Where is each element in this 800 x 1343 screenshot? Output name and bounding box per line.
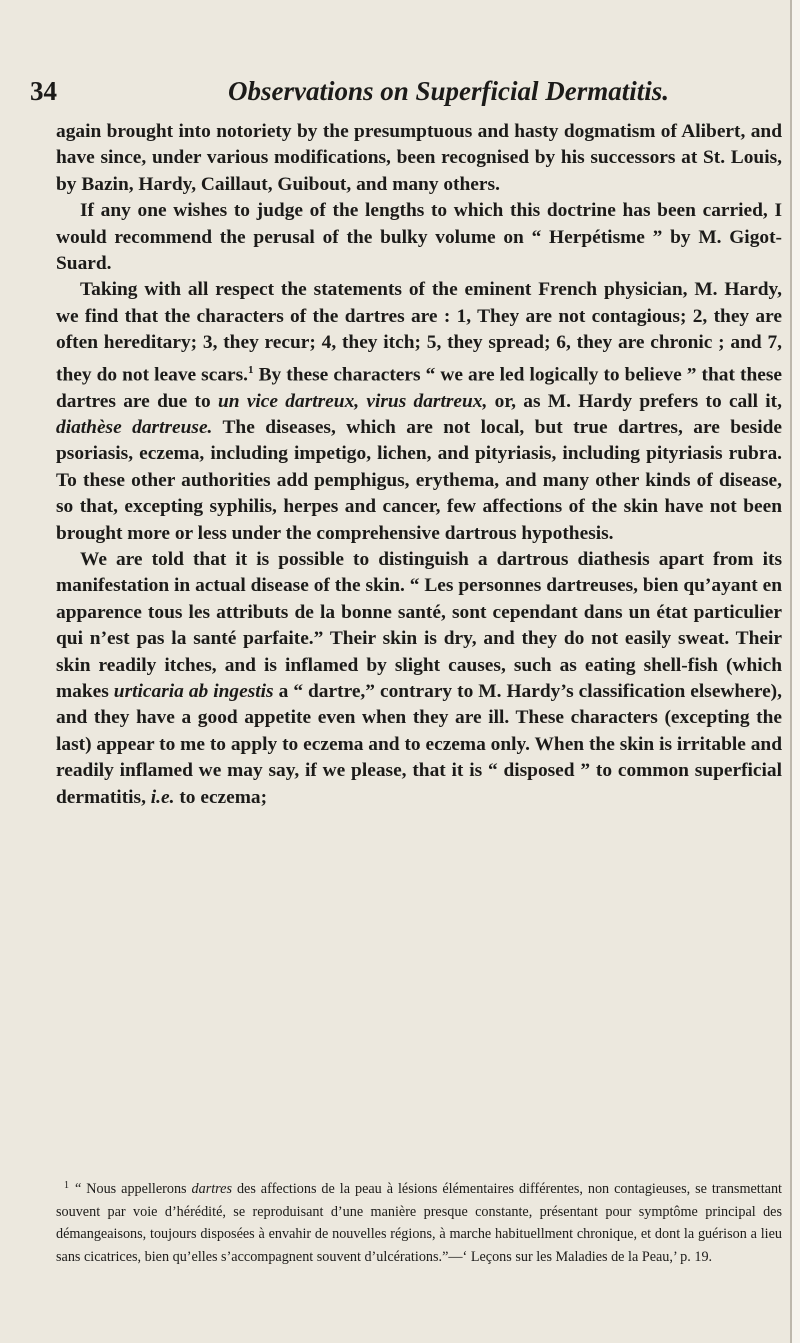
paragraph-2-text: If any one wishes to judge of the lengths to which this doctrine has been carried, I would recommend the perusal of the bulky volume on “ Herpétisme ” by M. Gigot-Suard. — [56, 200, 782, 275]
paragraph-3-text-b: By these characters “ we are led logically to believe ” that these dartres are due to — [56, 364, 782, 412]
paragraph-3-italic-1: un vice dartreux, virus dartreux, — [217, 390, 488, 412]
paragraph-4 — [56, 547, 782, 811]
paragraph-3-text-a: Taking with all respect the statements of the eminent French physician, M. Hardy, we find that the characters of the dartres are : 1, They are not contagious; 2, they are often hereditary; 3, they recur; 4, they itch; 5, they spread; 6, they are chronic ; and 7, they do not leave scars. — [56, 279, 782, 386]
paragraph-1 — [56, 119, 782, 198]
footnote-italic: dartres — [191, 1181, 232, 1197]
body-text — [56, 119, 782, 811]
footnote — [56, 1175, 782, 1268]
paragraph-4-italic-1: urticaria ab ingestis — [113, 681, 274, 702]
paragraph-3-italic-2: diathèse dartreuse. — [56, 416, 213, 438]
running-title: Observations on Superficial Dermatitis. — [228, 76, 670, 106]
footnote-mark: 1 — [64, 1180, 69, 1191]
page-number: 34 — [30, 76, 57, 106]
paragraph-1-text: dogmatism of Alibert, and have since, under various modifications, been recognised by his successors at St. Louis, by Bazin, Hardy, Caillaut, Guibout, and many others. — [56, 121, 782, 195]
footnote-text-a: “ Nous appellerons — [75, 1181, 192, 1197]
paragraph-4-text-b: a “ dartre,” contrary to M. Hardy’s classification elsewhere), and they have a good appetite even when they are ill. These characters (excepting the last) appear to me to apply to eczema and to eczema only. When the skin is irritable and readily inflamed we may say, if we please, that it is “ disposed ” to common superficial dermatitis, — [56, 681, 782, 808]
paragraph-4-italic-2: i.e. — [150, 786, 175, 808]
paragraph-4-text-a: We are told that it is possible to distinguish a dartrous diathesis apart from its manifestation in actual disease of the skin. “ Les personnes dartreuses, bien qu’ayant en apparence tous les attributs de la bonne santé, sont cependant dans un état particulier qui n’est pas la santé parfaite.” Their skin is dry, and they do not easily sweat. Their skin readily itches, and is inflamed by slight causes, such as eating shell-fish (which makes — [56, 548, 782, 702]
paragraph-1-first-line: again brought into notoriety by the presumptuous and hasty — [56, 121, 559, 142]
paragraph-3 — [56, 277, 782, 547]
paragraph-2 — [56, 198, 782, 277]
paragraph-4-text-c: to eczema; — [174, 786, 268, 808]
paragraph-3-text-d: The diseases, which are not local, but true dartres, are beside psoriasis, eczema, including impetigo, lichen, and pityriasis, including pityriasis rubra. To these other authorities add pemphigus, erythema, and many other kinds of disease, so that, excepting syphilis, herpes and cancer, few affections of the skin have not been brought more or less under the comprehensive dartrous hypothesis. — [56, 416, 782, 544]
paragraph-3-text-c: or, as M. Hardy prefers to call it, — [487, 390, 782, 412]
footnote-reference: 1 — [248, 363, 254, 376]
footnote-text-b: des affections de la peau à lésions élémentaires différentes, non contagieuses, se transmettant souvent par voie d’hérédité, se reproduisant d’une manière presque constante, présentant pour symptôme principal des démangeaisons, toujours disposées à envahir de nouvelles régions, à marche habituellment chronique, et dont la guérison a lieu sans cicatrices, bien qu’elles s’accompagnent souvent d’ulcérations.”—‘ Leçons sur les Maladies de la Peau,’ p. 19. — [56, 1181, 782, 1265]
page-edge-shade — [792, 0, 800, 1343]
running-header — [30, 74, 770, 114]
